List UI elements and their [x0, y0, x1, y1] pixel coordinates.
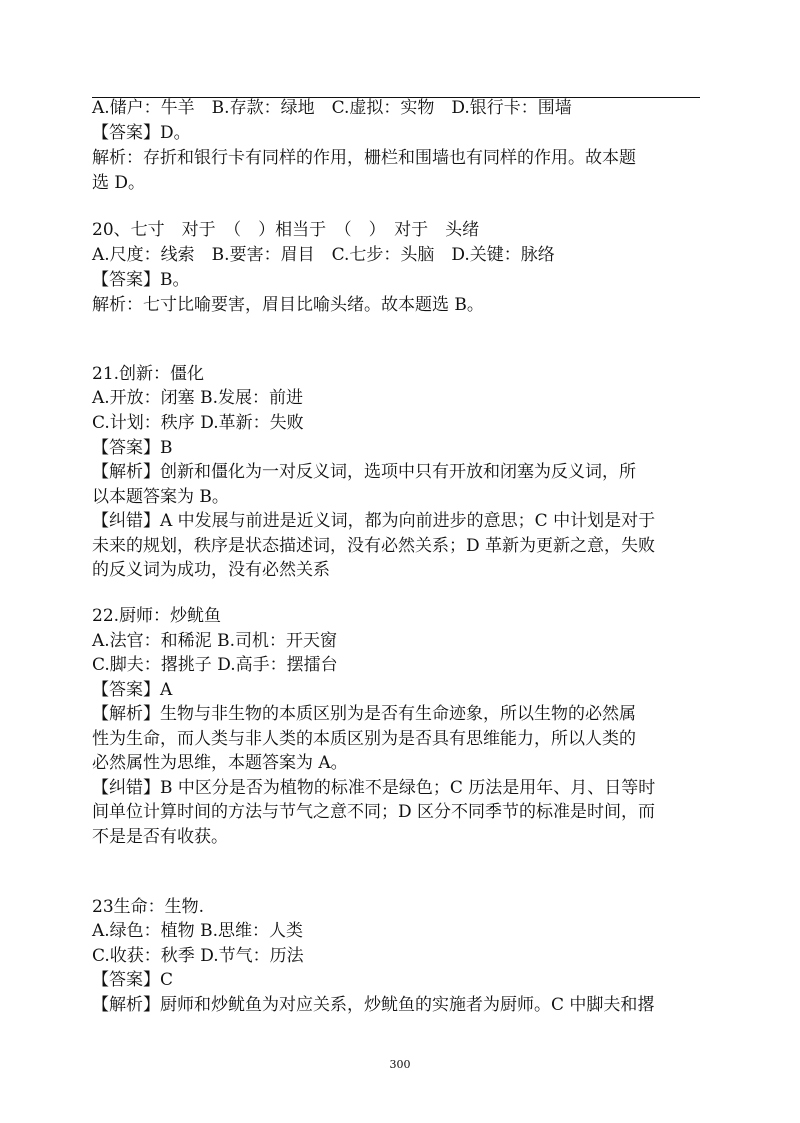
text-line: A.绿色：植物 B.思维：人类	[92, 921, 303, 941]
text-line: 【答案】D。	[92, 123, 191, 143]
text-line: 解析：七寸比喻要害，眉目比喻头绪。故本题选 B。	[92, 295, 484, 315]
text-line: 【答案】A	[92, 680, 173, 700]
text-line: 的反义词为成功，没有必然关系	[92, 560, 330, 580]
text-line: 【解析】创新和僵化为一对反义词，选项中只有开放和闭塞为反义词，所	[92, 462, 636, 482]
text-line: 不是是否有收获。	[92, 827, 228, 847]
text-line: 未来的规划，秩序是状态描述词，没有必然关系；D 革新为更新之意，失败	[92, 536, 656, 556]
text-line: A.储户：牛羊 B.存款：绿地 C.虚拟：实物 D.银行卡：围墙	[92, 98, 572, 118]
text-line: A.尺度：线索 B.要害：眉目 C.七步：头脑 D.关键：脉络	[92, 245, 555, 265]
page-number: 300	[389, 1058, 411, 1071]
text-line: C.脚夫：撂挑子 D.高手：摆擂台	[92, 655, 338, 675]
text-line: 【纠错】A 中发展与前进是近义词，都为向前进步的意思；C 中计划是对于	[92, 511, 656, 531]
text-line: 必然属性为思维，本题答案为 A。	[92, 753, 348, 773]
text-line: A.法官：和稀泥 B.司机：开天窗	[92, 631, 337, 651]
text-line: 解析：存折和银行卡有同样的作用，栅栏和围墙也有同样的作用。故本题	[92, 148, 636, 168]
text-line: 性为生命，而人类与非人类的本质区别为是否具有思维能力，所以人类的	[92, 729, 636, 749]
text-line: 【答案】B	[92, 438, 173, 458]
text-line: 间单位计算时间的方法与节气之意不同；D 区分不同季节的标准是时间，而	[92, 802, 656, 822]
text-line: 【解析】生物与非生物的本质区别为是否有生命迹象，所以生物的必然属	[92, 704, 636, 724]
text-line: 20、七寸 对于 （ ）相当于 （ ） 对于 头绪	[92, 220, 480, 240]
text-line: A.开放：闭塞 B.发展：前进	[92, 388, 303, 408]
text-line: 21.创新：僵化	[92, 364, 205, 384]
text-line: 选 D。	[92, 173, 146, 193]
text-line: C.收获：秋季 D.节气：历法	[92, 946, 304, 966]
text-line: 【答案】C	[92, 970, 174, 990]
text-line: C.计划：秩序 D.革新：失败	[92, 413, 304, 433]
text-line: 【纠错】B 中区分是否为植物的标准不是绿色；C 历法是用年、月、日等时	[92, 778, 656, 798]
text-line: 以本题答案为 B。	[92, 487, 229, 507]
text-line: 23生命：生物.	[92, 897, 205, 917]
text-line: 【解析】厨师和炒鱿鱼为对应关系，炒鱿鱼的实施者为厨师。C 中脚夫和撂	[92, 995, 655, 1015]
text-line: 22.厨师：炒鱿鱼	[92, 606, 222, 626]
text-line: 【答案】B。	[92, 270, 190, 290]
